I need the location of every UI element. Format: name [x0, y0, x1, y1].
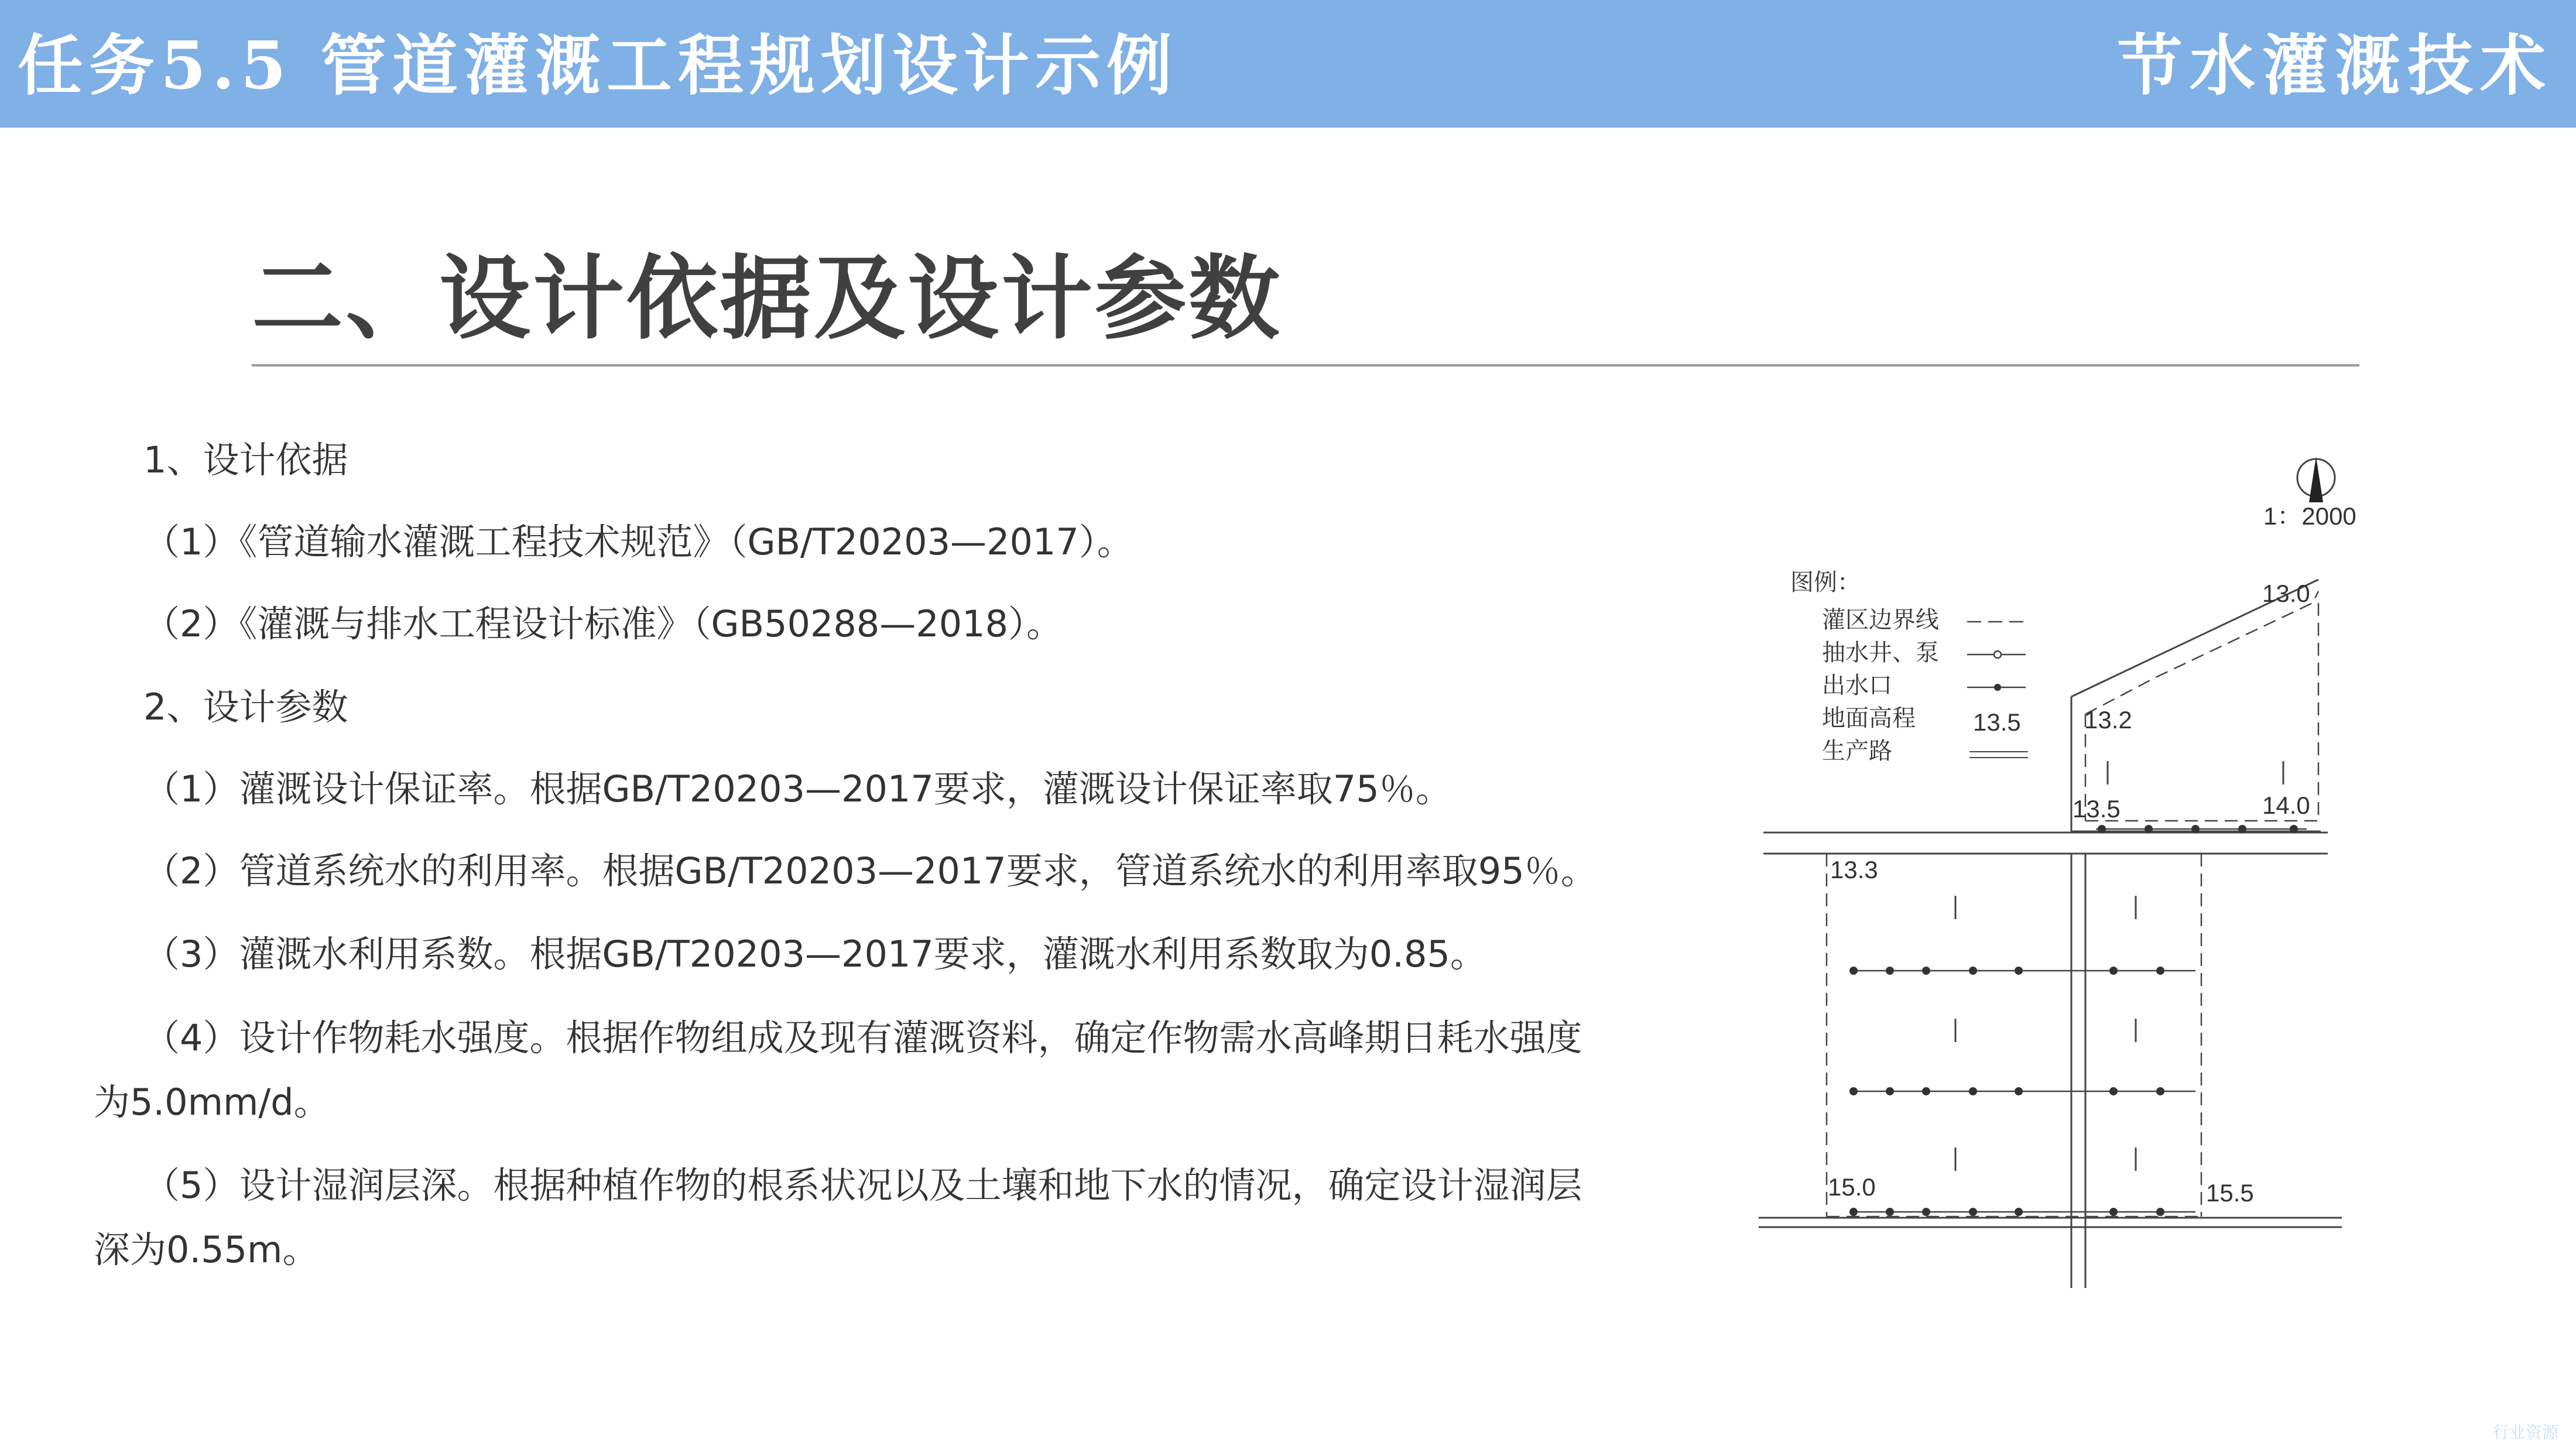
header-bar: [0, 0, 2576, 128]
elevation-label: 15.5: [2206, 1179, 2254, 1207]
legend-item-elevation: 地面高程: [1822, 705, 1916, 732]
elevation-label: 13.3: [1830, 856, 1878, 883]
legend-item-boundary: 灌区边界线: [1822, 607, 1939, 633]
legend-item-well-pump: 抽水井、泵: [1822, 639, 1939, 666]
param-item: （5）设计湿润层深。根据种植作物的根系状况以及土壤和地下水的情况，确定设计湿润层深为0.55m。: [94, 1164, 1582, 1271]
params-heading: 2、设计参数: [143, 686, 348, 728]
param-item: （4）设计作物耗水强度。根据作物组成及现有灌溉资料，确定作物需水高峰期日耗水强度为5.0mm/d。: [94, 1016, 1582, 1123]
param-item: （2）管道系统水的利用率。根据GB/T20203—2017要求，管道系统水的利用率取95％。: [143, 849, 1597, 892]
course-title: 节水灌溉技术: [2117, 28, 2553, 104]
legend-item-outlet: 出水口: [1822, 672, 1892, 699]
north-arrow-icon: [2297, 457, 2335, 502]
legend-elevation-sample: 13.5: [1973, 708, 2021, 736]
watermark: 行业资源: [2492, 1423, 2558, 1442]
elevation-label: 15.0: [1828, 1173, 1876, 1201]
legend-item-farm-road: 生产路: [1822, 738, 1892, 765]
elevation-label: 13.0: [2262, 580, 2310, 607]
elevation-label: 14.0: [2262, 792, 2310, 819]
basis-item: （1）《管道输水灌溉工程技术规范》（GB/T20203—2017）。: [143, 520, 1133, 563]
param-item: （3）灌溉水利用系数。根据GB/T20203—2017要求，灌溉水利用系数取为0.85。: [143, 933, 1486, 975]
basis-item: （2）《灌溉与排水工程设计标准》（GB50288—2018）。: [143, 602, 1063, 645]
section-heading: 二、设计依据及设计参数: [252, 245, 1282, 352]
legend-title: 图例：: [1790, 569, 1861, 596]
param-item: （1）灌溉设计保证率。根据GB/T20203—2017要求，灌溉设计保证率取75％。: [143, 768, 1452, 810]
map-scale: 1：2000: [2263, 502, 2356, 530]
elevation-label: 13.5: [2073, 795, 2121, 823]
irrigation-layout-map: [1733, 433, 2400, 1300]
basis-heading: 1、设计依据: [143, 439, 348, 481]
elevation-label: 13.2: [2084, 706, 2132, 734]
heading-divider: [252, 364, 2359, 366]
lesson-title: 任务5.5 管道灌溉工程规划设计示例: [18, 28, 1178, 104]
